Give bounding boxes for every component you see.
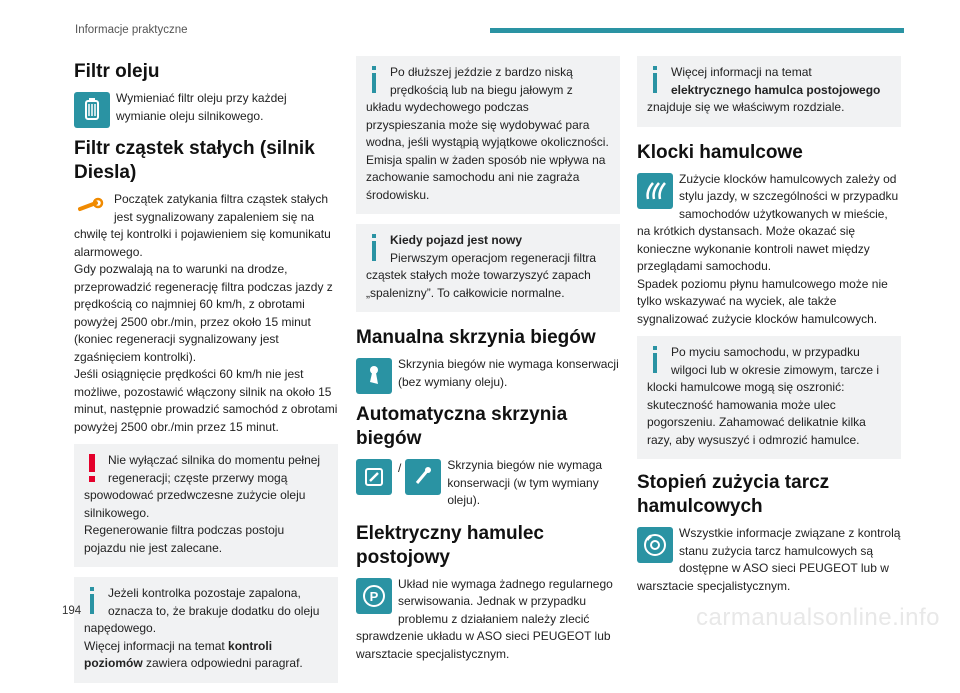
dpf-warning-text-1: Nie wyłączać silnika do momentu pełnej regeneracji; częste przerwy mogą spowodować przedwczesne zużycie oleju silnikowego. — [84, 453, 321, 520]
header-section-title: Informacje praktyczne — [75, 24, 188, 36]
dpf-text: Początek zatykania filtra cząstek stałych jest sygnalizowany zapaleniem się na chwilę tej kontrolki i pojawieniem się komunikatu alarmowego. — [74, 192, 331, 259]
auto-gearbox-text: Skrzynia biegów nie wymaga konserwacji (w tym wymiany oleju). — [447, 458, 603, 507]
icon-separator: / — [398, 461, 402, 475]
exhaust-info-box — [356, 56, 620, 214]
new-vehicle-text: Pierwszym operacjom regeneracji filtra cząstek stałych może towarzyszyć zapach „spalenizny”. To całkowicie normalne. — [366, 250, 597, 300]
parking-brake-paragraph — [356, 576, 620, 664]
parking-brake-info-box — [637, 56, 901, 127]
header-accent-bar — [490, 28, 904, 33]
info-icon — [366, 234, 382, 264]
dpf-text-3: Jeśli osiągnięcie prędkości 60 km/h nie jest możliwe, pozostawić włączony silnik na około 15 minut, następnie prowadzić samochód z obrotami powyżej 2500 obr./min przez 15 minut. — [74, 367, 338, 434]
dpf-text-2: Gdy pozwalają na to warunki na drodze, przeprowadzić regenerację filtra podczas jazdy z prędkością co najmniej 60 km/h, z obrotami powyżej 2500 obr./min, przez około 15 minut (koniec regeneracji sygnalizowany jest zgaśnięciem kontrolki). — [74, 262, 333, 364]
auto-gearbox-paragraph — [356, 457, 620, 510]
manual-gearbox-heading: Manualna skrzynia biegów — [356, 327, 596, 348]
frost-info-text: Po myciu samochodu, w przypadku wilgoci lub w okresie zimowym, tarcze i klocki hamulcowe mogą się oszronić: skuteczność hamowania może ulec pogorszeniu. Zahamować delikatnie kilka razy, aby wysuszyć i odmrozić hamulce. — [647, 345, 880, 447]
gear-selector-icon — [405, 459, 441, 495]
brake-discs-heading: Stopień zużycia tarcz hamulcowych — [637, 472, 830, 517]
brake-pads-text-2: Spadek poziomu płynu hamulcowego może nie tylko wskazywać na wyciek, ale także sygnalizować zużycie klocków hamulcowych. — [637, 276, 888, 326]
page-number: 194 — [62, 605, 82, 617]
additive-info-box — [74, 577, 338, 683]
oil-filter-icon — [74, 92, 110, 128]
brake-disc-icon — [637, 527, 673, 563]
info-icon — [84, 587, 100, 617]
info-icon — [366, 66, 382, 96]
parking-brake-icon — [356, 578, 392, 614]
frost-info-box — [637, 336, 901, 459]
additive-info-text-1: Jeżeli kontrolka pozostaje zapalona, oznacza to, że brakuje dodatku do oleju napędowego. — [84, 586, 320, 635]
column-1 — [74, 56, 338, 693]
column-3 — [637, 56, 901, 595]
manual-gearbox-icon — [356, 358, 392, 394]
brake-pads-paragraph — [637, 171, 901, 276]
svg-text:P: P — [369, 588, 379, 604]
dpf-heading: Filtr cząstek stałych (silnik Diesla) — [74, 138, 315, 183]
new-vehicle-info-box — [356, 224, 620, 312]
column-2 — [356, 56, 620, 663]
brake-pads-heading: Klocki hamulcowe — [637, 141, 803, 163]
dpf-warning-text-2: Regenerowanie filtra podczas postoju pojazdu nie jest zalecane. — [84, 523, 285, 555]
info-icon — [647, 66, 663, 96]
brake-pads-text: Zużycie klocków hamulcowych zależy od stylu jazdy, w szczególności w przypadku samochodów użytkowanych w mieście, na krótkich dystansach. Może okazać się konieczne wykonanie kontroli nawet między przeglądami samochodu. — [637, 171, 899, 273]
parking-brake-text: Układ nie wymaga żadnego regularnego serwisowania. Jednak w przypadku problemu z działaniem należy zlecić sprawdzenie układu w ASO sieci PEUGEOT lub warsztacie specjalistycznym. — [356, 576, 613, 661]
new-vehicle-title: Kiedy pojazd jest nowy — [390, 233, 523, 247]
brake-pads-icon — [637, 173, 673, 209]
warning-exclamation-icon — [84, 454, 100, 484]
parking-brake-info-text: Więcej informacji na temat elektrycznego hamulca postojowego znajduje się we właściwym rozdziale. — [647, 65, 881, 114]
oil-filter-paragraph — [74, 90, 338, 125]
parking-brake-link-text: elektrycznego hamulca postojowego — [671, 82, 881, 97]
oil-filter-text: Wymieniać filtr oleju przy każdej wymianie oleju silnikowego. — [116, 91, 287, 123]
dpf-warning-box — [74, 444, 338, 567]
automatic-gearbox-icon — [356, 459, 392, 495]
manual-gearbox-text: Skrzynia biegów nie wymaga konserwacji (bez wymiany oleju). — [398, 357, 619, 389]
brake-discs-paragraph — [637, 525, 901, 595]
info-icon — [647, 346, 663, 376]
manual-gearbox-paragraph — [356, 356, 620, 391]
parking-brake-heading: Elektryczny hamulec postojowy — [356, 522, 544, 568]
brake-discs-text: Wszystkie informacje związane z kontrolą stanu zużycia tarcz hamulcowych są dostępne w ASO sieci PEUGEOT lub w warsztacie specjalistycznym. — [637, 526, 901, 593]
oil-filter-heading: Filtr oleju — [74, 61, 160, 82]
watermark: carmanualsonline.info — [696, 604, 940, 631]
additive-info-text-2: Więcej informacji na temat kontroli poziomów zawiera odpowiedni paragraf. — [84, 638, 303, 670]
exhaust-info-text: Po dłuższej jeździe z bardzo niską prędkością lub na biegu jałowym z układu wydechowego podczas przyspieszania może się wydobywać para wodna, jeśli wystąpią wyjątkowe okoliczności. Emisja spalin w żaden sposób nie wpływa na zachowanie samochodu ani nie zagraża środowisku. — [366, 65, 609, 202]
levels-check-link-text: kontroli poziomów — [84, 638, 273, 670]
auto-gearbox-heading: Automatyczna skrzynia biegów — [356, 404, 568, 449]
dpf-paragraph — [74, 191, 338, 261]
wrench-warning-icon — [74, 193, 108, 221]
